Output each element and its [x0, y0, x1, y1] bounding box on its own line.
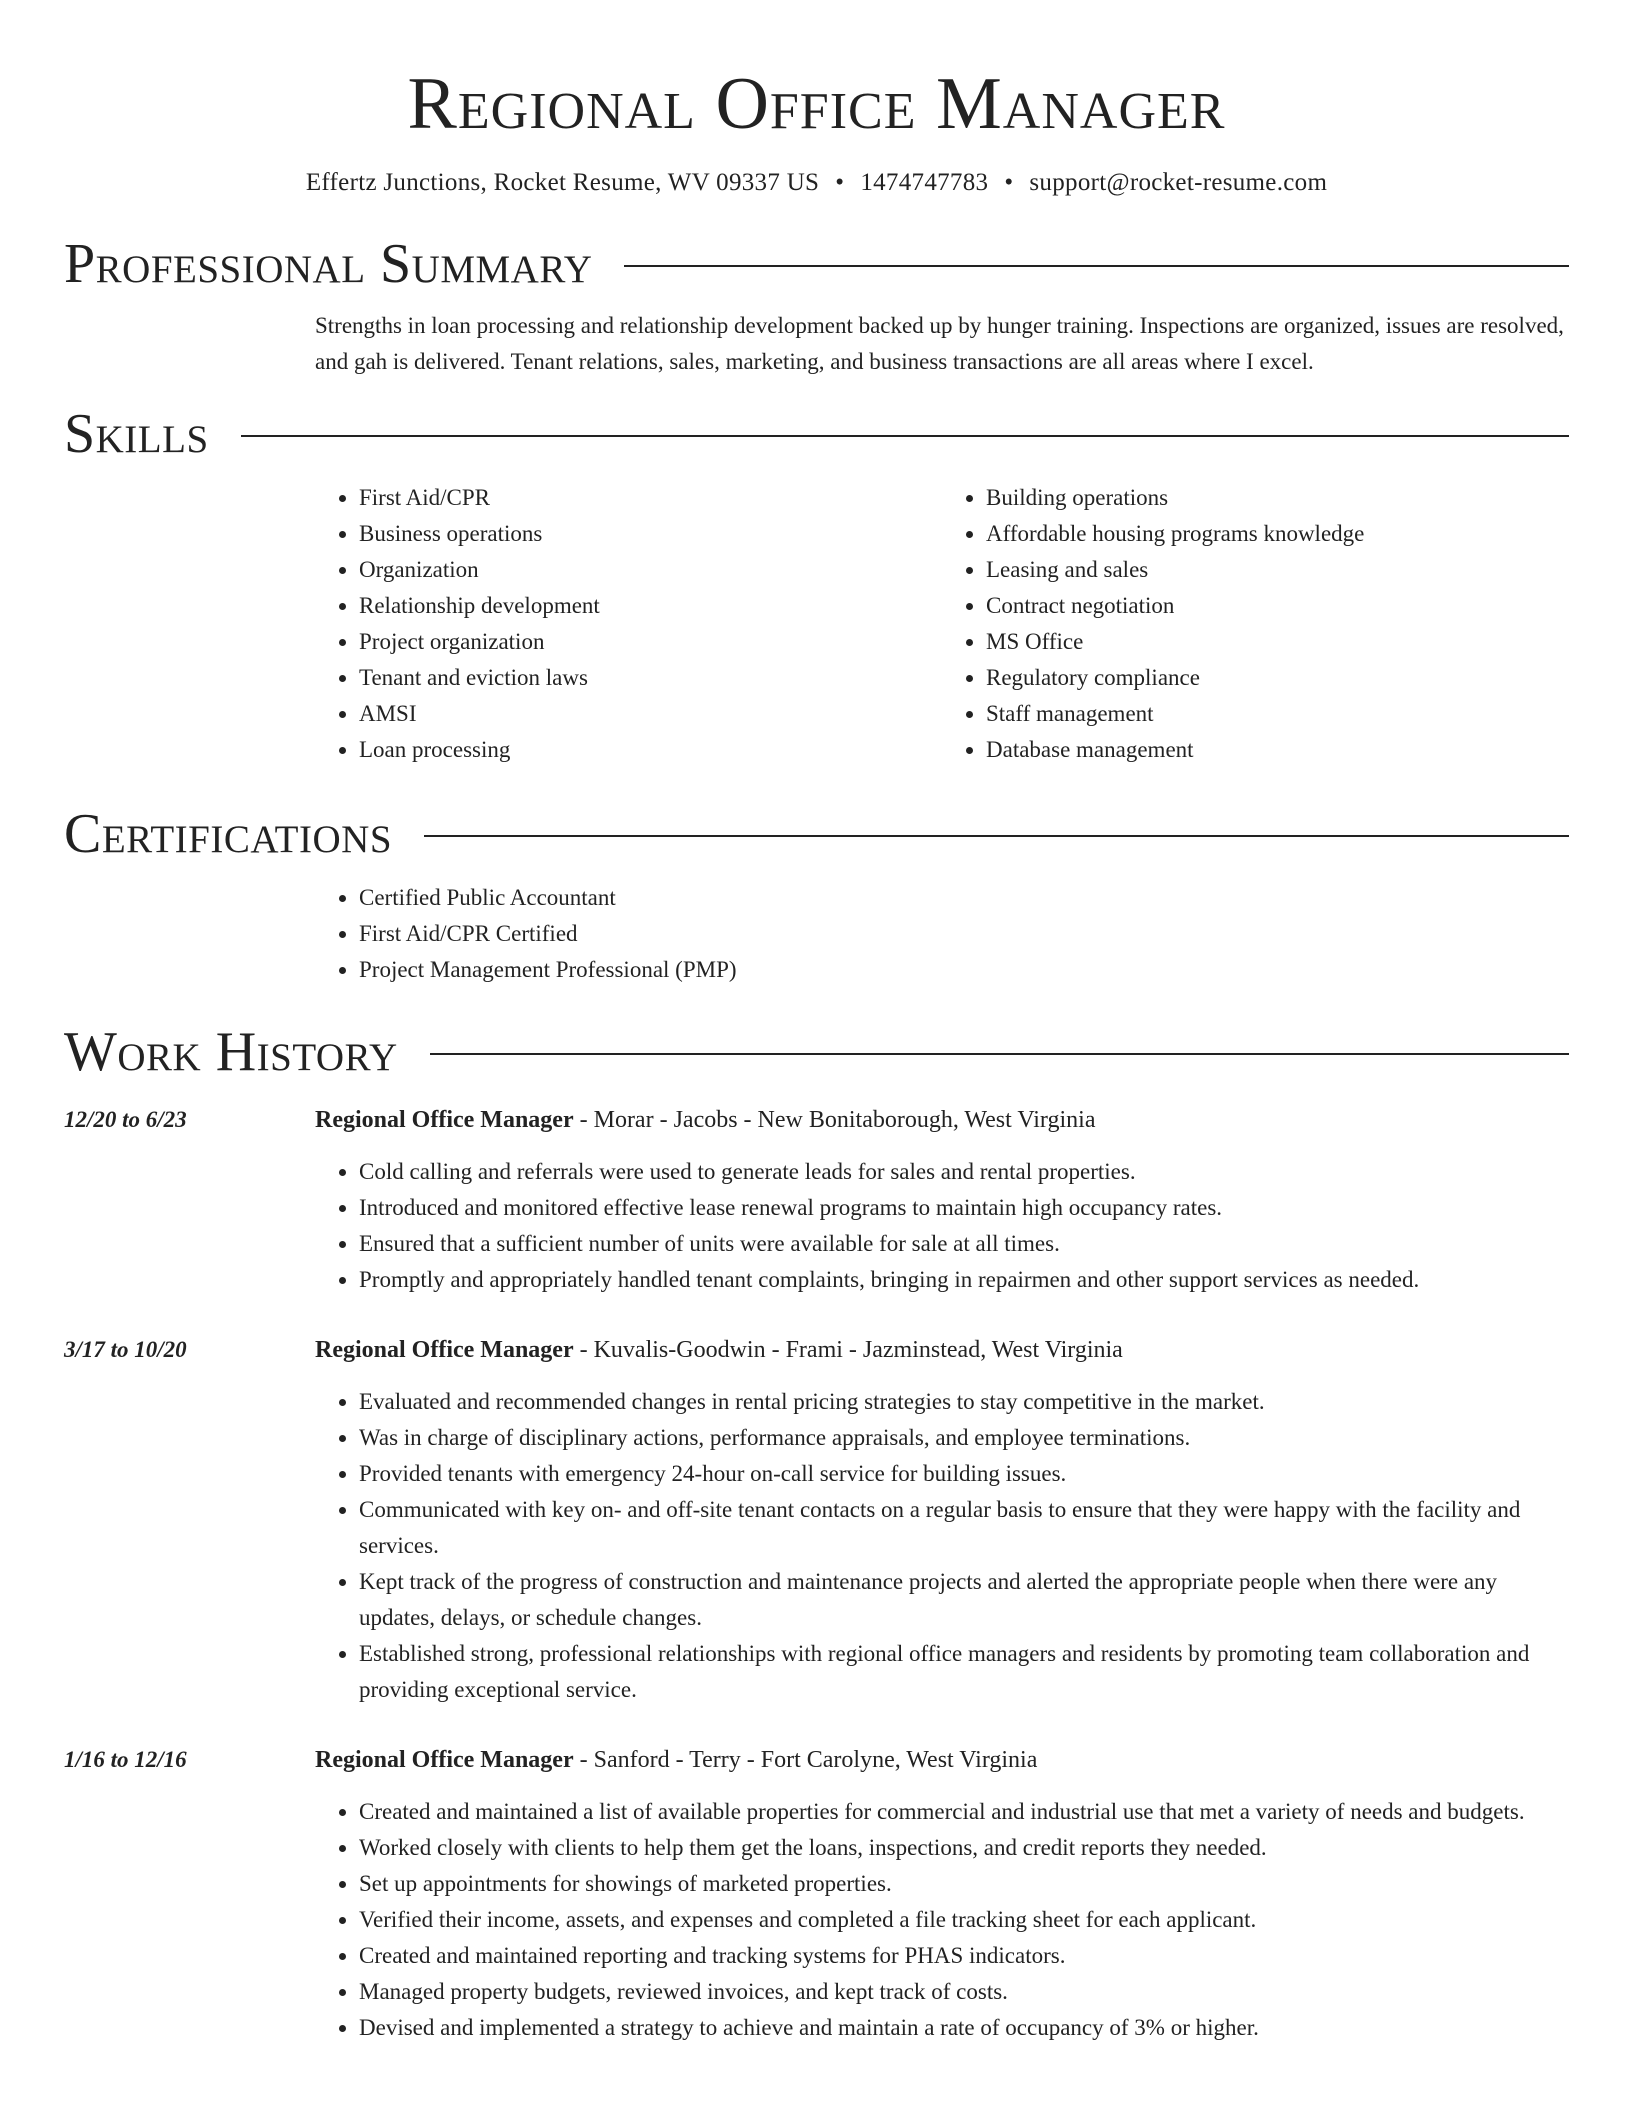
- job-dates: 3/17 to 10/20: [64, 1337, 187, 1362]
- job-bullet: • Created and maintained a list of available properties for commercial and industrial use that met a variety of needs and budgets.: [359, 1794, 1569, 1830]
- job-heading: [315, 1742, 1569, 1778]
- section-divider: [430, 1053, 1569, 1055]
- job-role: Regional Office Manager: [315, 1337, 574, 1363]
- skill-item: • Affordable housing programs knowledge: [986, 516, 1569, 552]
- skill-item: • Staff management: [986, 696, 1569, 732]
- skill-item: • Tenant and eviction laws: [359, 660, 942, 696]
- job-bullets: [64, 1154, 1569, 1298]
- candidate-name: Regional Office Manager: [407, 63, 1226, 145]
- skills-grid: [315, 480, 1569, 768]
- skill-item: • MS Office: [986, 624, 1569, 660]
- job-bullet: • Devised and implemented a strategy to achieve and maintain a rate of occupancy of 3% or higher.: [359, 2010, 1569, 2046]
- job-dates: 1/16 to 12/16: [64, 1747, 187, 1772]
- summary-title: Professional Summary: [64, 233, 593, 295]
- job-bullet: • Created and maintained reporting and tracking systems for PHAS indicators.: [359, 1938, 1569, 1974]
- job-body: [315, 1742, 1569, 2046]
- job-role: Regional Office Manager: [315, 1107, 574, 1133]
- summary-section-header: [64, 232, 1569, 296]
- skills-section-header: [64, 402, 1569, 466]
- job-bullet: • Verified their income, assets, and expenses and completed a file tracking sheet for each applicant.: [359, 1902, 1569, 1938]
- job-bullet: • Promptly and appropriately handled tenant complaints, bringing in repairmen and other support services as needed.: [359, 1262, 1569, 1298]
- email: support@rocket-resume.com: [1029, 169, 1328, 196]
- section-divider: [624, 265, 1569, 267]
- work-history-title: Work History: [64, 1021, 398, 1083]
- section-divider: [424, 835, 1569, 837]
- address: Effertz Junctions, Rocket Resume, WV 09337 US: [305, 169, 820, 196]
- section-divider: [241, 435, 1569, 437]
- job-bullet: • Ensured that a sufficient number of units were available for sale at all times.: [359, 1226, 1569, 1262]
- job-entry: [64, 1102, 1569, 1298]
- skill-item: • Project organization: [359, 624, 942, 660]
- skill-item: • Database management: [986, 732, 1569, 768]
- job-bullet: • Was in charge of disciplinary actions, performance appraisals, and employee terminations.: [359, 1420, 1569, 1456]
- skill-item: • Loan processing: [359, 732, 942, 768]
- certification-item: • First Aid/CPR Certified: [359, 916, 1569, 952]
- skill-item: • Organization: [359, 552, 942, 588]
- job-heading: [315, 1102, 1569, 1138]
- certification-item: • Project Management Professional (PMP): [359, 952, 1569, 988]
- certifications-section-header: [64, 802, 1569, 866]
- job-bullet: • Established strong, professional relationships with regional office managers and residents by promoting team collaboration and providing exceptional service.: [359, 1636, 1569, 1708]
- job-heading: [315, 1332, 1569, 1368]
- skill-item: • Contract negotiation: [986, 588, 1569, 624]
- job-bullet: • Kept track of the progress of construction and maintenance projects and alerted the appropriate people when there were any updates, delays, or schedule changes.: [359, 1564, 1569, 1636]
- job-bullet: • Introduced and monitored effective lease renewal programs to maintain high occupancy rates.: [359, 1190, 1569, 1226]
- certifications-list-wrap: [315, 880, 1569, 988]
- job-bullets: [64, 1794, 1569, 2046]
- skill-item: • Business operations: [359, 516, 942, 552]
- job-body: [315, 1332, 1569, 1708]
- job-dates: 12/20 to 6/23: [64, 1107, 187, 1132]
- job-details: - Morar - Jacobs - New Bonitaborough, West Virginia: [573, 1107, 1096, 1133]
- contact-line: [64, 168, 1569, 198]
- job-bullet: • Cold calling and referrals were used to generate leads for sales and rental properties.: [359, 1154, 1569, 1190]
- skill-item: • Leasing and sales: [986, 552, 1569, 588]
- contact-separator: •: [835, 169, 845, 196]
- skill-item: • AMSI: [359, 696, 942, 732]
- phone: 1474747783: [860, 169, 989, 196]
- skills-title: Skills: [64, 403, 209, 465]
- job-role: Regional Office Manager: [315, 1747, 574, 1773]
- work-history-section-header: [64, 1020, 1569, 1084]
- skills-right-list: [942, 480, 1569, 768]
- job-details: - Kuvalis-Goodwin - Frami - Jazminstead, West Virginia: [573, 1337, 1123, 1363]
- job-bullets: [64, 1384, 1569, 1708]
- contact-separator: •: [1004, 169, 1014, 196]
- job-bullet: • Provided tenants with emergency 24-hour on-call service for building issues.: [359, 1456, 1569, 1492]
- summary-text: Strengths in loan processing and relationship development backed up by hunger training. Inspections are organized, issues are resolved, and gah is delivered. Tenant relations, sales, marketing, and business transactions are all areas where I excel.: [315, 313, 1564, 374]
- certifications-title: Certifications: [64, 803, 393, 865]
- skill-item: • First Aid/CPR: [359, 480, 942, 516]
- job-bullet: • Managed property budgets, reviewed invoices, and kept track of costs.: [359, 1974, 1569, 2010]
- job-entry: [64, 1332, 1569, 1708]
- skill-item: • Regulatory compliance: [986, 660, 1569, 696]
- job-bullet: • Communicated with key on- and off-site tenant contacts on a regular basis to ensure that they were happy with the facility and services.: [359, 1492, 1569, 1564]
- skills-left-list: [315, 480, 942, 768]
- job-bullet: • Evaluated and recommended changes in rental pricing strategies to stay competitive in the market.: [359, 1384, 1569, 1420]
- certification-item: • Certified Public Accountant: [359, 880, 1569, 916]
- skill-item: • Relationship development: [359, 588, 942, 624]
- certifications-list: [315, 880, 1569, 988]
- skill-item: • Building operations: [986, 480, 1569, 516]
- job-details: - Sanford - Terry - Fort Carolyne, West Virginia: [573, 1747, 1038, 1773]
- job-bullet: • Worked closely with clients to help them get the loans, inspections, and credit reports they needed.: [359, 1830, 1569, 1866]
- job-bullet: • Set up appointments for showings of marketed properties.: [359, 1866, 1569, 1902]
- job-body: [315, 1102, 1569, 1298]
- job-entry: [64, 1742, 1569, 2046]
